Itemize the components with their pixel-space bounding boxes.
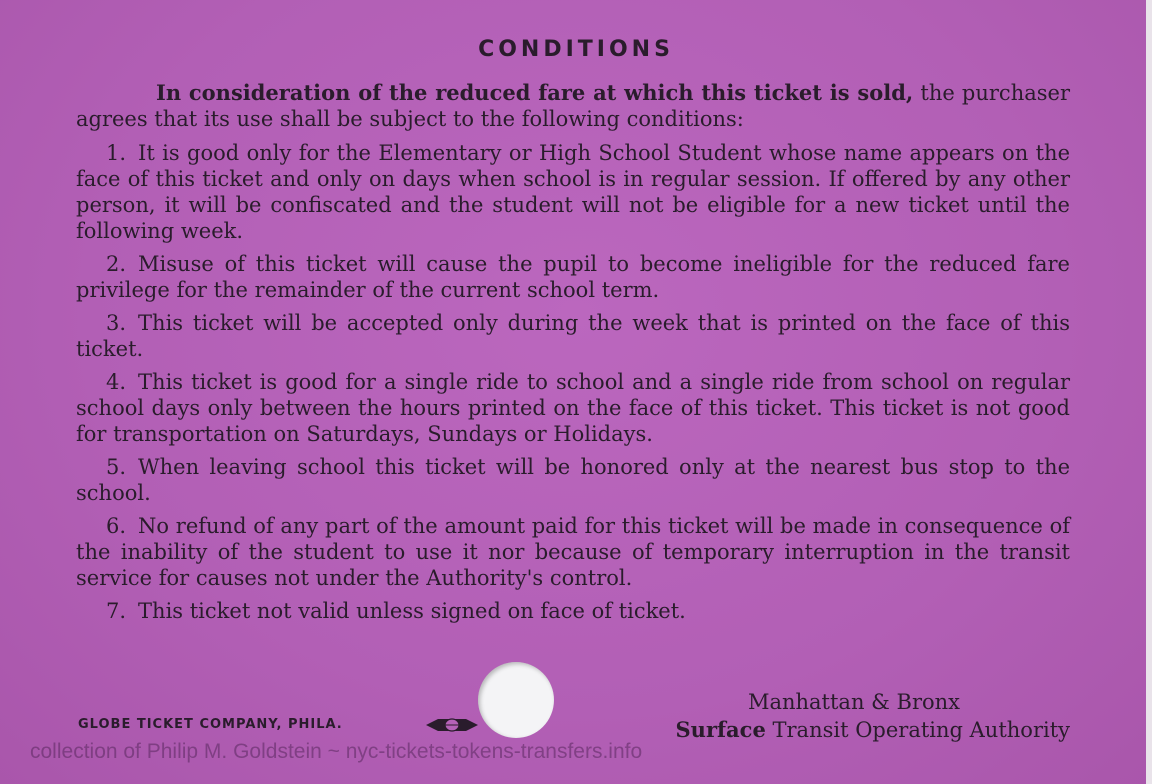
condition-text: This ticket will be accepted only during the week that is printed on the face of this ticket. xyxy=(76,311,1070,361)
condition-text: Misuse of this ticket will cause the pupil to become ineligible for the reduced fare privilege for the remainder of the current school term. xyxy=(76,252,1070,302)
printer-credit: GLOBE TICKET COMPANY, PHILA. xyxy=(78,717,343,732)
condition-text: This ticket not valid unless signed on face of ticket. xyxy=(138,599,686,623)
collection-watermark: collection of Philip M. Goldstein ~ nyc-tickets-tokens-transfers.info xyxy=(30,740,643,763)
condition-number: 6. xyxy=(106,514,127,538)
condition-item xyxy=(76,251,1070,303)
authority-signature xyxy=(676,688,1070,744)
condition-number: 1. xyxy=(106,141,127,165)
condition-item xyxy=(76,513,1070,591)
condition-item xyxy=(76,369,1070,447)
condition-item xyxy=(76,598,1070,624)
intro-rest: the purchaser agrees that its use shall be subject to the following conditions: xyxy=(76,81,1070,131)
conditions-title: CONDITIONS xyxy=(478,37,674,62)
condition-number: 7. xyxy=(106,599,127,623)
condition-item xyxy=(76,310,1070,362)
conditions-text xyxy=(76,80,1070,631)
authority-line2-rest: Transit Operating Authority xyxy=(772,718,1070,742)
card-edge xyxy=(1146,0,1152,784)
condition-number: 3. xyxy=(106,311,127,335)
condition-number: 4. xyxy=(106,370,127,394)
intro-lead: In consideration of the reduced fare at which this ticket is sold, xyxy=(156,80,914,105)
punch-hole xyxy=(478,662,554,738)
condition-text: This ticket is good for a single ride to school and a single ride from school on regular school days only between the hours printed on the face of this ticket. This ticket is not good for transportation on Saturdays, Sundays or Holidays. xyxy=(76,370,1070,446)
condition-item xyxy=(76,454,1070,506)
condition-text: No refund of any part of the amount paid for this ticket will be made in consequence of the inability of the student to use it nor because of temporary interruption in the transit service for causes not under the Authority's control. xyxy=(76,514,1070,590)
condition-text: It is good only for the Elementary or High School Student whose name appears on the face of this ticket and only on days when school is in regular session. If offered by any other person, it will be confiscated and the student will not be eligible for a new ticket until the following week. xyxy=(76,141,1070,243)
condition-item xyxy=(76,140,1070,244)
condition-number: 5. xyxy=(106,455,127,479)
condition-text: When leaving school this ticket will be honored only at the nearest bus stop to the school. xyxy=(76,455,1070,505)
authority-line1: Manhattan & Bronx xyxy=(747,690,960,714)
intro-paragraph xyxy=(76,80,1070,132)
authority-line2-bold: Surface xyxy=(675,717,766,742)
globe-logo-icon xyxy=(424,716,480,734)
condition-number: 2. xyxy=(106,252,127,276)
